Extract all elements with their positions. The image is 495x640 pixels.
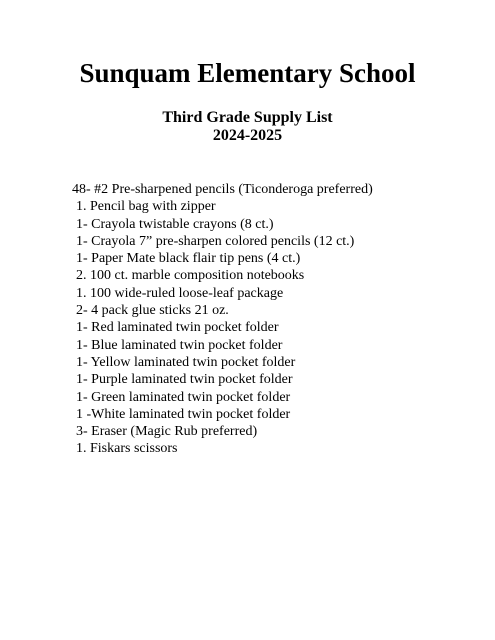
supply-list-title: Third Grade Supply List: [162, 109, 333, 126]
school-name-heading: Sunquam Elementary School: [79, 58, 416, 88]
supply-item: 1. 100 wide-ruled loose-leaf package: [76, 285, 284, 301]
supply-item: 1- Green laminated twin pocket folder: [76, 389, 291, 405]
supply-item: 1- Paper Mate black flair tip pens (4 ct.): [76, 251, 301, 267]
supply-item: 1. Fiskars scissors: [76, 441, 178, 457]
supply-list: [72, 181, 373, 458]
supply-item: 1- Blue laminated twin pocket folder: [76, 337, 283, 353]
supply-item: 1- Crayola twistable crayons (8 ct.): [76, 216, 274, 232]
supply-item: 1- Yellow laminated twin pocket folder: [76, 354, 296, 370]
supply-item: 1- Red laminated twin pocket folder: [76, 320, 279, 336]
school-year: 2024-2025: [212, 127, 283, 144]
supply-item: 3- Eraser (Magic Rub preferred): [76, 424, 258, 440]
supply-item: 2. 100 ct. marble composition notebooks: [76, 268, 305, 284]
supply-item: 1- Crayola 7” pre-sharpen colored pencils (12 ct.): [76, 233, 355, 249]
supply-item: 2- 4 pack glue sticks 21 oz.: [76, 303, 229, 319]
supply-item: 48- #2 Pre-sharpened pencils (Ticonderoga preferred): [72, 182, 373, 197]
supply-item: 1 -White laminated twin pocket folder: [76, 406, 291, 422]
supply-item: 1. Pencil bag with zipper: [76, 199, 216, 215]
supply-item: 1- Purple laminated twin pocket folder: [76, 372, 293, 388]
